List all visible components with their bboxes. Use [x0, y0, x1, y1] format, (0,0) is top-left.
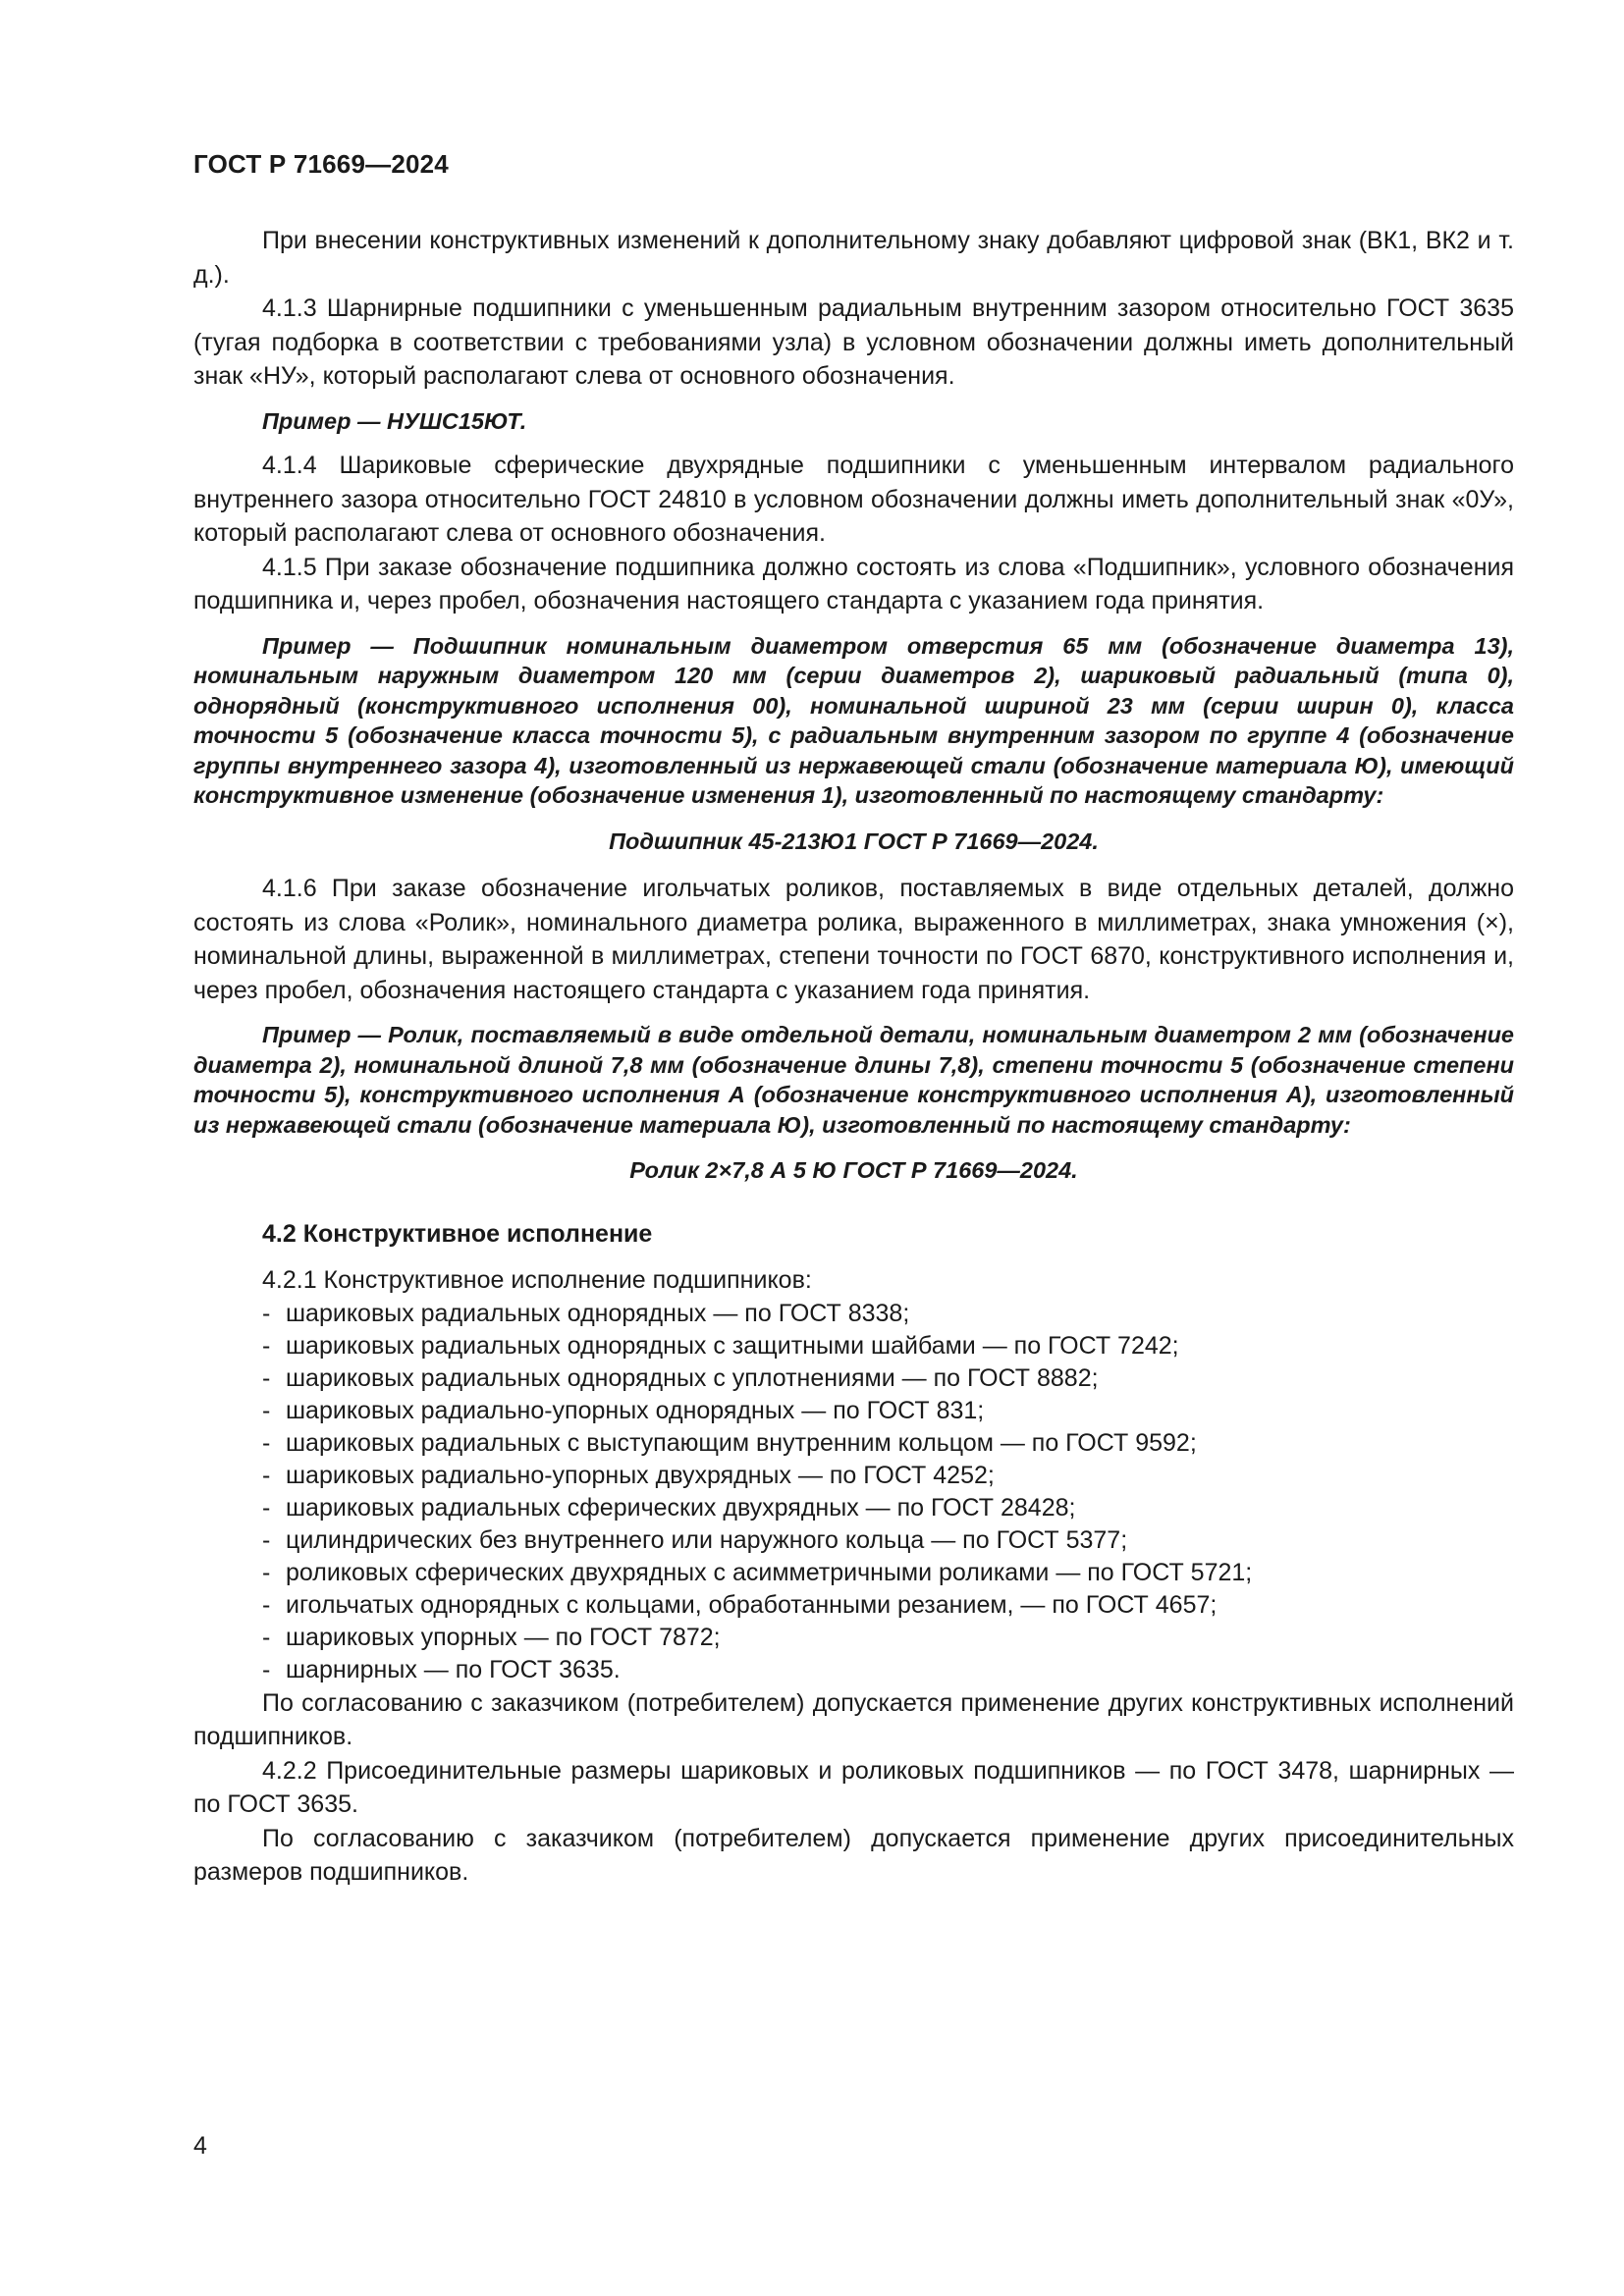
example-1: Пример — НУШС15ЮТ.: [262, 407, 527, 434]
page-number: 4: [193, 2132, 207, 2160]
example-2: Пример — Подшипник номинальным диаметром отверстия 65 мм (обозначение диаметра 13), номинальным наружным диаметром 120 мм (серии диаметров 2), шариковый радиальный (типа 0), однорядный (конструктивного исполнения 00), номинальной шириной 23 мм (серии ширин 0), класса точности 5 (обозначение класса точности 5), с радиальным внутренним зазором по группе 4 (обозначение группы внутреннего зазора 4), изготовленный из нержавеющей стали (обозначение материала Ю), имеющий конструктивное изменение (обозначение изменения 1), изготовленный по настоящему стандарту:: [193, 632, 1514, 808]
page-body: [193, 224, 1514, 1890]
example-3: Пример — Ролик, поставляемый в виде отдельной детали, номинальным диаметром 2 мм (обозначение диаметра 2), номинальной длиной 7,8 мм (обозначение длины 7,8), степени точности 5 (обозначение степени точности 5), конструктивного исполнения А (обозначение конструктивного исполнения А), изготовленный из нержавеющей стали (обозначение материала Ю), изготовленный по настоящему стандарту:: [193, 1022, 1514, 1138]
paragraph-4-2-2-note: По согласованию с заказчиком (потребителем) допускается применение других присоединительных размеров подшипников.: [193, 1824, 1514, 1886]
list-item: - шариковых радиальных однорядных с уплотнениями — по ГОСТ 8882;: [193, 1362, 1514, 1395]
list-dash: -: [262, 1590, 271, 1619]
paragraph-4-2-1-note: По согласованию с заказчиком (потребителем) допускается применение других конструктивных исполнений подшипников.: [193, 1688, 1514, 1750]
list-dash: -: [262, 1363, 271, 1392]
list-item: - роликовых сферических двухрядных с асимметричными роликами — по ГОСТ 5721;: [193, 1557, 1514, 1589]
paragraph-4-1-3: 4.1.3 Шарнирные подшипники с уменьшенным радиальным внутренним зазором относительно ГОСТ 3635 (тугая подборка в соответствии с требованиями узла) в условном обозначении должны иметь дополнительный знак «НУ», который располагают слева от основного обозначения.: [193, 294, 1514, 390]
paragraph-4-1-4: 4.1.4 Шариковые сферические двухрядные подшипники с уменьшенным интервалом радиального внутреннего зазора относительно ГОСТ 24810 в условном обозначении должны иметь дополнительный знак «0У», который располагают слева от основного обозначения.: [193, 452, 1514, 547]
paragraph-4-1-6: 4.1.6 При заказе обозначение игольчатых роликов, поставляемых в виде отдельных деталей, должно состоять из слова «Ролик», номинального диаметра ролика, выраженного в миллиметрах, знака умножения (×), номинальной длины, выраженной в миллиметрах, степени точности по ГОСТ 6870, конструктивного исполнения и, через пробел, обозначения настоящего стандарта с указанием года принятия.: [193, 875, 1514, 1004]
list-item: - шарнирных — по ГОСТ 3635.: [193, 1654, 1514, 1686]
list-dash: -: [262, 1428, 271, 1457]
list-dash: -: [262, 1299, 271, 1327]
list-item: - шариковых радиально-упорных однорядных — по ГОСТ 831;: [193, 1395, 1514, 1427]
list-dash: -: [262, 1396, 271, 1424]
list-item: - шариковых радиальных однорядных — по ГОСТ 8338;: [193, 1298, 1514, 1330]
list-dash: -: [262, 1493, 271, 1522]
paragraph-4-1-5: 4.1.5 При заказе обозначение подшипника должно состоять из слова «Подшипник», условного обозначения подшипника и, через пробел, обозначения настоящего стандарта с указанием года принятия.: [193, 553, 1514, 614]
list-item: - шариковых радиальных с выступающим внутренним кольцом — по ГОСТ 9592;: [193, 1427, 1514, 1460]
list-dash: -: [262, 1525, 271, 1554]
list-item: - шариковых радиальных однорядных с защитными шайбами — по ГОСТ 7242;: [193, 1330, 1514, 1362]
document-header: ГОСТ Р 71669—2024: [193, 149, 449, 179]
list-dash: -: [262, 1655, 271, 1683]
list-item: - игольчатых однорядных с кольцами, обработанными резанием, — по ГОСТ 4657;: [193, 1589, 1514, 1622]
list-item: - цилиндрических без внутреннего или наружного кольца — по ГОСТ 5377;: [193, 1524, 1514, 1557]
example-3-designation: Ролик 2×7,8 А 5 Ю ГОСТ Р 71669—2024.: [629, 1157, 1078, 1183]
example-2-designation: Подшипник 45-213Ю1 ГОСТ Р 71669—2024.: [609, 828, 1099, 854]
section-heading-4-2: 4.2 Конструктивное исполнение: [262, 1219, 653, 1248]
list-item: - шариковых радиально-упорных двухрядных — по ГОСТ 4252;: [193, 1460, 1514, 1492]
list-dash: -: [262, 1623, 271, 1651]
design-list: [193, 1298, 1514, 1686]
list-item: - шариковых упорных — по ГОСТ 7872;: [193, 1622, 1514, 1654]
list-dash: -: [262, 1461, 271, 1489]
list-item: - шариковых радиальных сферических двухрядных — по ГОСТ 28428;: [193, 1492, 1514, 1524]
list-dash: -: [262, 1331, 271, 1360]
paragraph-4-2-1: 4.2.1 Конструктивное исполнение подшипников:: [262, 1266, 812, 1294]
list-dash: -: [262, 1558, 271, 1586]
paragraph-4-2-2: 4.2.2 Присоединительные размеры шариковых и роликовых подшипников — по ГОСТ 3478, шарнирных — по ГОСТ 3635.: [193, 1756, 1514, 1818]
paragraph-design-changes: При внесении конструктивных изменений к дополнительному знаку добавляют цифровой знак (ВК1, ВК2 и т. д.).: [193, 227, 1514, 289]
